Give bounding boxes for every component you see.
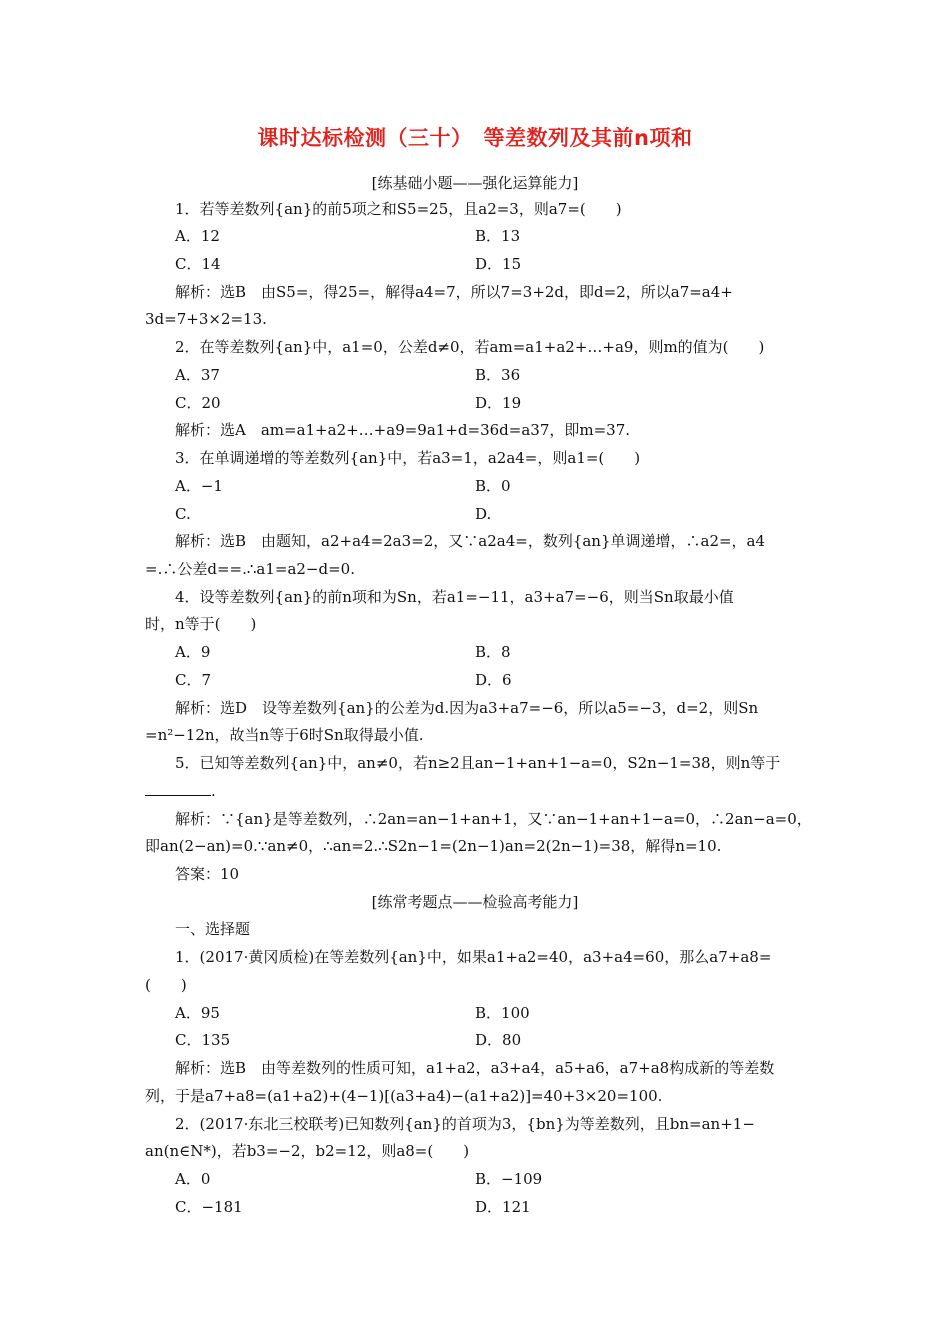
q4-option-d: D．6	[475, 671, 512, 689]
q5-solution-line-2: 即an(2−an)=0.∵an≠0，∴an=2.∴S2n−1=(2n−1)an=2(2n−1)=38，解得n=10.	[145, 837, 722, 855]
part-heading-choice: 一、选择题	[175, 920, 251, 938]
q3-option-b: B．0	[475, 477, 511, 495]
question-3-stem: 3．在单调递增的等差数列{an}中，若a3=1，a2a4=，则a1=( )	[175, 449, 641, 467]
exam-question-1-stem-line-1: 1．(2017·黄冈质检)在等差数列{an}中，如果a1+a2=40，a3+a4=60，那么a7+a8=	[175, 948, 772, 966]
q2-solution-line-1: 解析：选A am=a1+a2+…+a9=9a1+d=36d=a37，即m=37.	[175, 421, 631, 439]
answer-blank	[145, 781, 211, 796]
q4-solution-line-1: 解析：选D 设等差数列{an}的公差为d.因为a3+a7=−6，所以a5=−3，d=2，则Sn	[175, 699, 759, 717]
q4-option-c: C．7	[175, 671, 212, 689]
section-heading-basic: [练基础小题——强化运算能力]	[371, 174, 579, 192]
q1-option-b: B．13	[475, 227, 521, 245]
q3-option-c: C.	[175, 505, 191, 523]
question-4-stem-line-2: 时，n等于( )	[145, 615, 257, 633]
q1-option-a: A．12	[175, 227, 220, 245]
p1-solution-line-1: 解析：选B 由等差数列的性质可知，a1+a2，a3+a4，a5+a6，a7+a8构成新的等差数	[175, 1059, 775, 1077]
question-1-stem: 1．若等差数列{an}的前5项之和S5=25，且a2=3，则a7=( )	[175, 200, 622, 218]
q1-option-d: D．15	[475, 255, 522, 273]
q4-option-b: B．8	[475, 643, 511, 661]
p1-option-c: C．135	[175, 1031, 231, 1049]
q3-solution-line-1: 解析：选B 由题知，a2+a4=2a3=2，又∵a2a4=，数列{an}单调递增，∴a2=，a4	[175, 532, 766, 550]
question-5-stem-line-2	[145, 781, 813, 801]
p2-option-a: A．0	[175, 1170, 211, 1188]
page-title: 课时达标检测（三十） 等差数列及其前n项和	[257, 126, 693, 150]
p2-option-c: C．−181	[175, 1198, 243, 1216]
p2-option-d: D．121	[475, 1198, 531, 1216]
question-2-stem: 2．在等差数列{an}中，a1=0，公差d≠0，若am=a1+a2+…+a9，则m的值为( )	[175, 338, 765, 356]
q3-solution-line-2: =.∴公差d==.∴a1=a2−d=0.	[145, 560, 355, 578]
q3-option-d: D.	[475, 505, 492, 523]
p2-option-b: B．−109	[475, 1170, 543, 1188]
section-heading-exam: [练常考题点——检验高考能力]	[371, 893, 579, 911]
q2-option-b: B．36	[475, 366, 521, 384]
question-4-stem-line-1: 4．设等差数列{an}的前n项和为Sn，若a1=−11，a3+a7=−6，则当Sn取最小值	[175, 588, 734, 606]
exam-question-2-stem-line-2: an(n∈N*)，若b3=−2，b2=12，则a8=( )	[145, 1142, 470, 1160]
q4-solution-line-2: =n²−12n，故当n等于6时Sn取得最小值.	[145, 726, 424, 744]
q1-solution-line-1: 解析：选B 由S5=，得25=，解得a4=7，所以7=3+2d，即d=2，所以a7=a4+	[175, 283, 733, 301]
p1-option-a: A．95	[175, 1004, 220, 1022]
q3-option-a: A．−1	[175, 477, 223, 495]
exam-question-2-stem-line-1: 2．(2017·东北三校联考)已知数列{an}的首项为3，{bn}为等差数列，且bn=an+1−	[175, 1115, 755, 1133]
q5-answer: 答案：10	[175, 865, 240, 883]
q2-option-a: A．37	[175, 366, 220, 384]
q5-solution-line-1: 解析：∵{an}是等差数列，∴2an=an−1+an+1，又∵an−1+an+1−a=0，∴2an−a=0，	[175, 810, 812, 828]
q2-option-d: D．19	[475, 394, 522, 412]
q1-option-c: C．14	[175, 255, 221, 273]
q1-solution-line-2: 3d=7+3×2=13.	[145, 310, 267, 328]
q4-option-a: A．9	[175, 643, 211, 661]
q5-stem-period: .	[211, 782, 216, 800]
p1-solution-line-2: 列，于是a7+a8=(a1+a2)+(4−1)[(a3+a4)−(a1+a2)]=40+3×20=100.	[145, 1087, 663, 1105]
q2-option-c: C．20	[175, 394, 221, 412]
p1-option-d: D．80	[475, 1031, 522, 1049]
exam-question-1-stem-line-2: ( )	[145, 976, 187, 994]
question-5-stem-line-1: 5．已知等差数列{an}中，an≠0，若n≥2且an−1+an+1−a=0，S2n−1=38，则n等于	[175, 754, 781, 772]
p1-option-b: B．100	[475, 1004, 530, 1022]
